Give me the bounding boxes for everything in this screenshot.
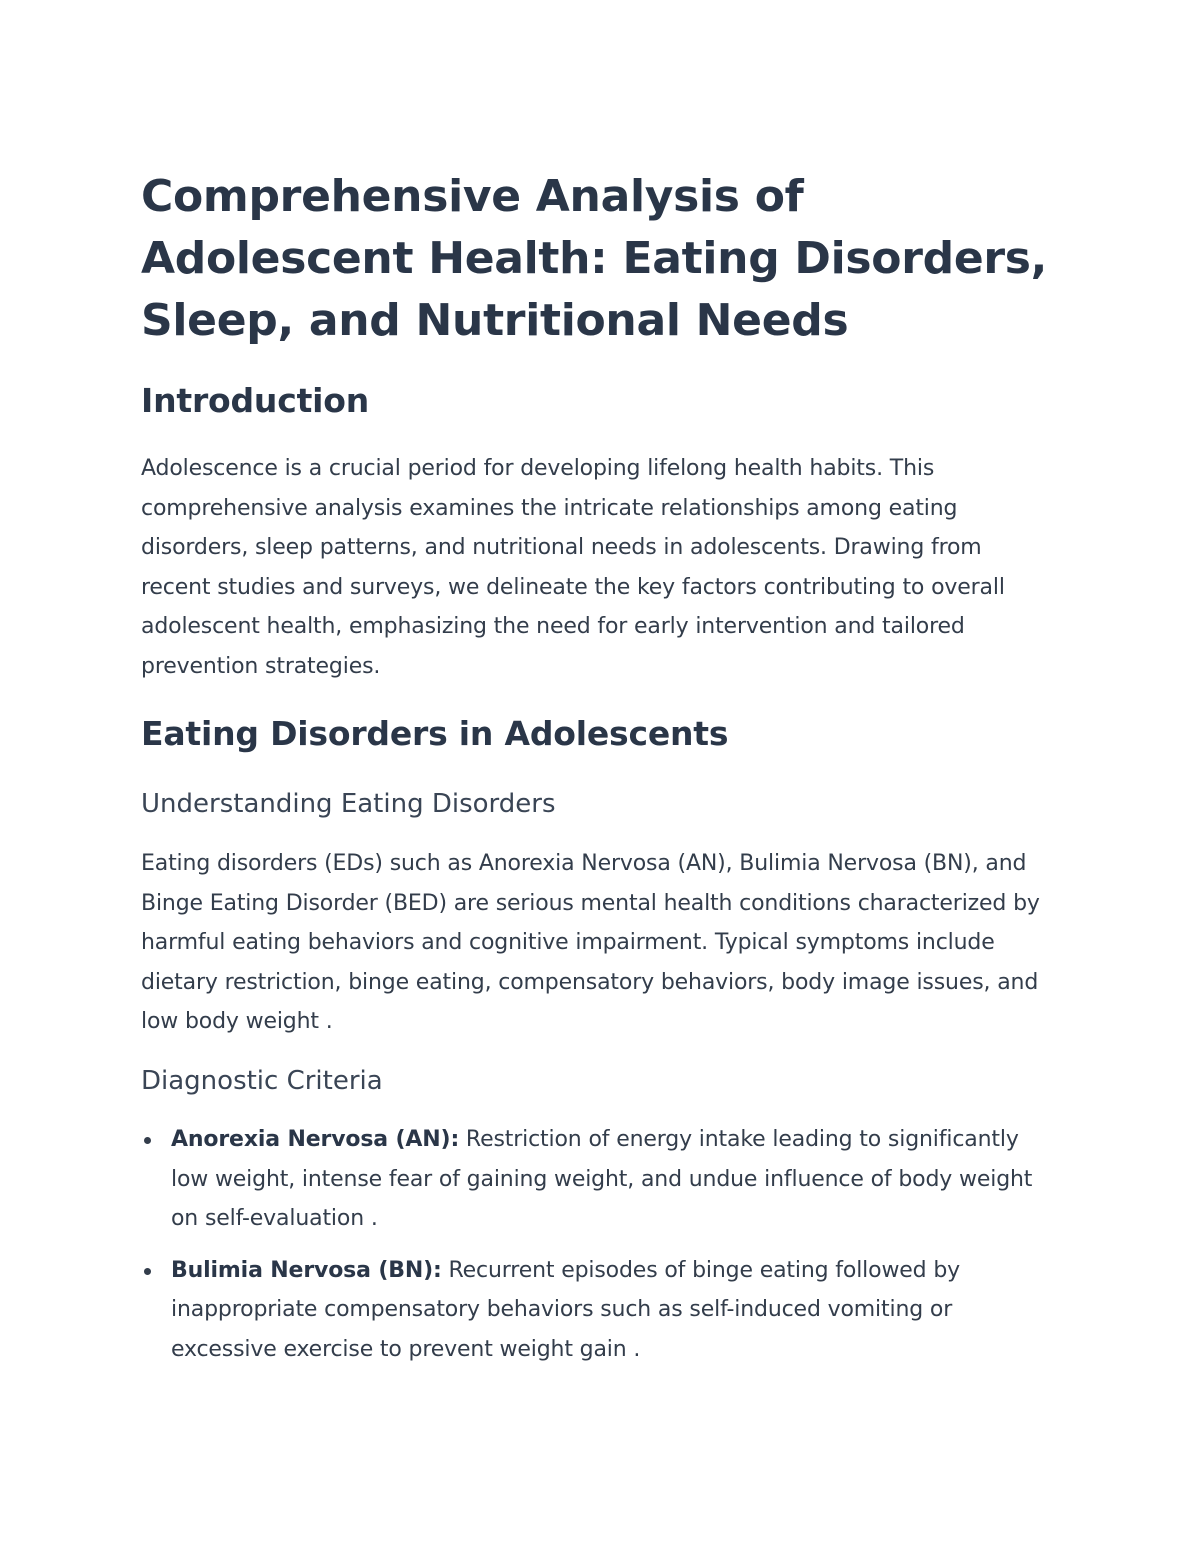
list-item [141, 1251, 1041, 1370]
diagnostic-criteria-heading: Diagnostic Criteria [141, 1066, 383, 1096]
bullet-icon [144, 1137, 151, 1144]
document-title: Comprehensive Analysis of Adolescent Health: Eating Disorders, Sleep, and Nutritional Needs [141, 171, 1048, 346]
bullet-icon [144, 1268, 151, 1275]
understanding-eating-disorders-heading: Understanding Eating Disorders [141, 789, 556, 819]
introduction-heading: Introduction [141, 381, 370, 420]
eating-disorders-heading: Eating Disorders in Adolescents [141, 714, 729, 753]
list-item-term: Bulimia Nervosa (BN): [171, 1257, 442, 1283]
list-item-text: Restriction of energy intake leading to significantly low weight, intense fear of gaining weight, and undue influence of body weight on self-evaluation . [171, 1127, 1033, 1232]
diagnostic-criteria-list [141, 1120, 1041, 1382]
list-item-term: Anorexia Nervosa (AN): [171, 1127, 460, 1152]
list-item-text: Recurrent episodes of binge eating followed by inappropriate compensatory behaviors such as self-induced vomiting or excessive exercise to prevent weight gain . [171, 1257, 961, 1362]
introduction-paragraph: Adolescence is a crucial period for developing lifelong health habits. This comprehensive analysis examines the intricate relationships among eating disorders, sleep patterns, and nutritional needs in adolescents. Drawing from recent studies and surveys, we delineate the key factors contributing to overall adolescent health, emphasizing the need for early intervention and tailored prevention strategies. [141, 456, 1005, 679]
understanding-eating-disorders-paragraph: Eating disorders (EDs) such as Anorexia Nervosa (AN), Bulimia Nervosa (BN), and Binge Eating Disorder (BED) are serious mental health conditions characterized by harmful eating behaviors and cognitive impairment. Typical symptoms include dietary restriction, binge eating, compensatory behaviors, body image issues, and low body weight . [141, 851, 1040, 1035]
list-item [141, 1120, 1041, 1239]
